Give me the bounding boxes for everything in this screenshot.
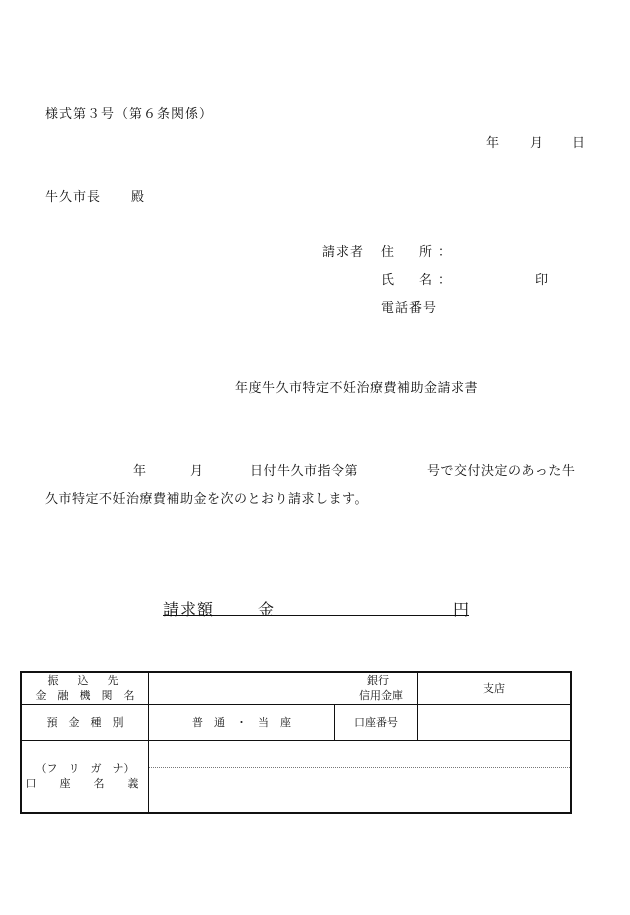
account-holder-cell xyxy=(149,740,572,813)
credit-union-suffix-label: 信用金庫 xyxy=(359,689,403,703)
date-month-label: 月 xyxy=(530,136,544,151)
body-directive: 日付牛久市指令第 xyxy=(250,464,359,479)
transfer-to-label: 振 込 先 xyxy=(47,674,123,688)
account-holder-field xyxy=(149,768,570,812)
claim-amount-label: 請求額 xyxy=(163,600,215,619)
institution-name-label: 金 融 機 関 名 xyxy=(35,689,135,703)
branch-label: 支店 xyxy=(483,682,505,696)
claim-amount-field xyxy=(163,597,469,619)
claimant-label: 請求者 xyxy=(322,245,365,260)
seal-mark: 印 xyxy=(535,273,549,288)
account-holder-label: 口 座 名 義 xyxy=(25,777,145,790)
name-label: 氏 名： xyxy=(381,273,458,288)
body-month: 月 xyxy=(190,464,204,479)
date-day-label: 日 xyxy=(572,136,586,151)
bank-transfer-table xyxy=(20,671,572,814)
date-year-label: 年 xyxy=(486,136,500,151)
addressee-honorific: 殿 xyxy=(131,190,145,205)
phone-label: 電話番号 xyxy=(381,301,438,316)
account-type-cell xyxy=(149,704,335,740)
account-type-options: 普 通 ・ 当 座 xyxy=(192,716,291,729)
bank-name-cell xyxy=(149,672,418,704)
bank-name-label-cell xyxy=(21,672,149,704)
body-request-text: 久市特定不妊治療費補助金を次のとおり請求します。 xyxy=(45,492,368,507)
bank-suffix-label: 銀行 xyxy=(367,674,389,688)
account-holder-label-cell xyxy=(21,740,149,813)
branch-cell xyxy=(418,672,572,704)
amount-kin-label: 金 xyxy=(258,600,275,619)
document-title: 年度牛久市特定不妊治療費補助金請求書 xyxy=(235,381,479,396)
account-number-label-cell xyxy=(335,704,418,740)
account-type-label-cell xyxy=(21,704,149,740)
amount-yen-label: 円 xyxy=(452,600,469,619)
furigana-label: （フ リ ガ ナ） xyxy=(35,762,135,775)
account-number-cell xyxy=(418,704,572,740)
account-type-label: 預 金 種 別 xyxy=(46,716,124,729)
account-number-label: 口座番号 xyxy=(354,716,398,729)
address-label: 住 所： xyxy=(381,245,458,260)
addressee-name: 牛久市長 xyxy=(45,190,102,205)
furigana-field xyxy=(149,741,570,768)
body-year: 年 xyxy=(133,464,147,479)
body-decision: 号で交付決定のあった牛 xyxy=(427,464,576,479)
form-number: 様式第３号（第６条関係） xyxy=(45,107,214,122)
